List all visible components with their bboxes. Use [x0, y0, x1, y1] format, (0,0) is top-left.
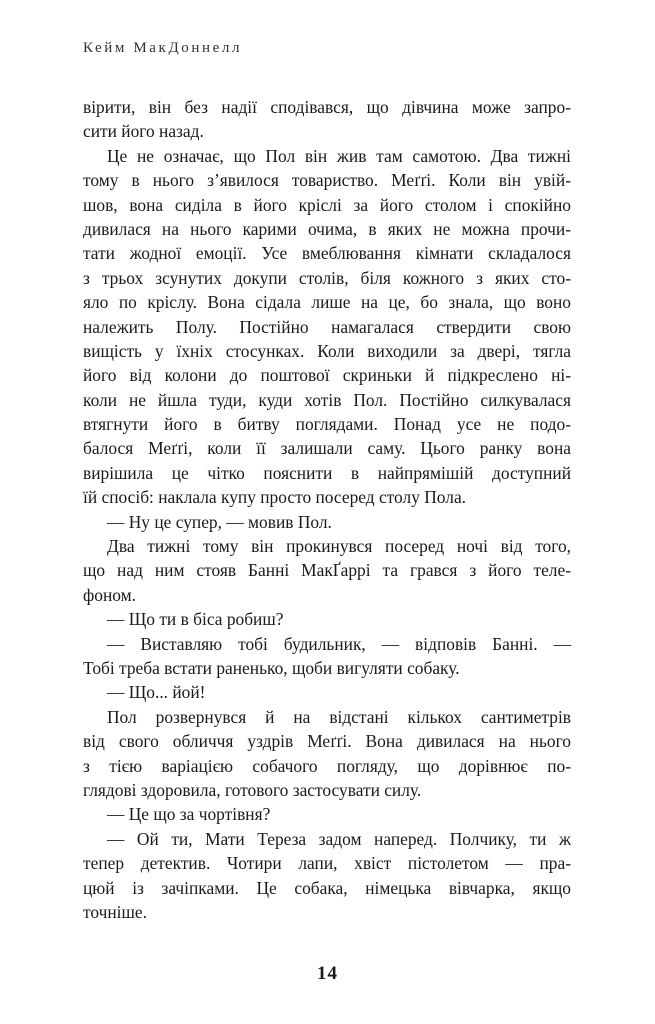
- text-line: сити його назад.: [83, 121, 204, 142]
- text-line: тепер детектив. Чотири лапи, хвіст пістолетом — пра-: [83, 853, 571, 874]
- text-line: вирішила це чітко пояснити в найпрямішій доступний: [83, 462, 571, 483]
- text-line: коли не йшла туди, куди хотів Пол. Постійно силкувалася: [83, 389, 571, 410]
- text-line: його від колони до поштової скриньки й підкреслено ні-: [83, 365, 571, 386]
- text-line: з тією варіацією собачого погляду, що дорівнює по-: [83, 755, 571, 776]
- text-line: — Ой ти, Мати Тереза задом наперед. Полчику, ти ж: [107, 828, 571, 849]
- text-line: Пол розвернувся й на відстані кількох сантиметрів: [107, 706, 571, 727]
- text-line: — Що ти в біса робиш?: [107, 609, 284, 630]
- text-line: — Ну це супер, — мовив Пол.: [107, 511, 332, 532]
- text-line: що над ним стояв Банні МакҐаррі та грався з його теле-: [83, 560, 571, 581]
- text-line: тати жодної емоції. Усе вмеблювання кімнати складалося: [83, 243, 571, 264]
- body-text: [83, 95, 571, 924]
- text-line: від свого обличчя уздрів Меґґі. Вона дивилася на нього: [83, 731, 571, 752]
- text-line: Тобі треба встати раненько, щоби вигуляти собаку.: [83, 657, 460, 678]
- text-line: вірити, він без надії сподівався, що дівчина може запро-: [83, 97, 571, 117]
- text-line: балося Меґґі, коли її залишали саму. Цього ранку вона: [83, 438, 571, 459]
- text-line: належить Полу. Постійно намагалася ствердити свою: [83, 316, 571, 337]
- text-line: точніше.: [83, 901, 147, 922]
- text-line: їй спосіб: наклала купу просто посеред столу Пола.: [83, 487, 467, 508]
- page-number: 14: [317, 963, 338, 984]
- text-line: — Що... йой!: [107, 682, 206, 703]
- text-line: вищість у їхніх стосунках. Коли виходили за двері, тягла: [83, 340, 571, 361]
- text-line: Два тижні тому він прокинувся посеред ночі від того,: [107, 536, 571, 557]
- text-line: шов, вона сиділа в його кріслі за його столом і спокійно: [83, 194, 571, 215]
- text-line: дивилася на нього карими очима, в яких не можна прочи-: [83, 218, 571, 239]
- text-line: яло по кріслу. Вона сідала лише на це, бо знала, що воно: [83, 292, 571, 313]
- text-line: цюй із зачіпками. Це собака, німецька вівчарка, якщо: [83, 877, 571, 898]
- text-line: глядові здоровила, готового застосувати силу.: [83, 779, 422, 800]
- text-line: — Це що за чортівня?: [107, 804, 271, 825]
- text-line: фоном.: [83, 584, 136, 605]
- running-head-author: Кейм МакДоннелл: [83, 40, 243, 56]
- text-line: з трьох зсунутих докупи столів, біля кожного з яких сто-: [83, 267, 571, 288]
- text-line: Це не означає, що Пол він жив там самотою. Два тижні: [107, 145, 571, 166]
- text-line: — Виставляю тобі будильник, — відповів Банні. —: [107, 633, 571, 654]
- text-line: тому в нього з’явилося товариство. Меґґі. Коли він увій-: [83, 170, 571, 191]
- text-line: втягнути його в битву поглядами. Понад усе не подо-: [83, 414, 571, 435]
